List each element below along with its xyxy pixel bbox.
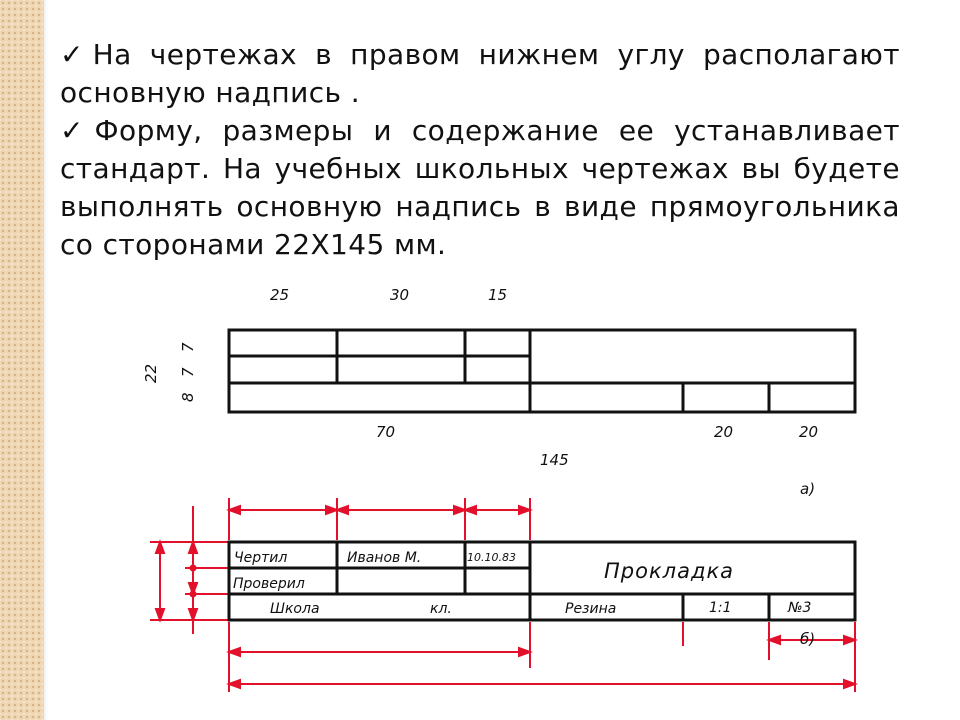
figure-a [229, 330, 855, 412]
figure-b-label: б) [800, 630, 816, 648]
cell-author-name: Иванов М. [347, 550, 422, 566]
figure-b-text [233, 550, 815, 648]
arrow-icon [229, 648, 240, 656]
arrow-icon [844, 636, 855, 644]
cell-sheet-number: №3 [788, 600, 812, 616]
dim-145: 145 [540, 451, 569, 469]
figure-a-label: а) [800, 480, 816, 498]
check-icon: ✓ [60, 114, 95, 147]
cell-material: Резина [565, 601, 617, 617]
dim-20b: 20 [799, 423, 819, 441]
arrow-icon [156, 609, 164, 620]
dim-7a: 7 [179, 367, 197, 377]
arrow-icon [337, 506, 348, 514]
dim-dot [191, 592, 196, 597]
figure-b-frame [229, 542, 855, 620]
figure-a-dimensions [142, 286, 818, 498]
arrow-icon [769, 636, 780, 644]
arrow-icon [519, 506, 530, 514]
paragraph-1-text: На чертежах в правом нижнем углу располагают основную надпись . [60, 38, 900, 109]
dim-15: 15 [488, 286, 508, 304]
dim-22: 22 [142, 363, 160, 383]
arrow-icon [229, 506, 240, 514]
dim-25: 25 [270, 286, 290, 304]
arrow-icon [844, 680, 855, 688]
arrow-icon [189, 609, 197, 620]
arrow-icon [189, 542, 197, 553]
arrow-icon [519, 648, 530, 656]
cell-drawn-by: Чертил [234, 550, 288, 566]
dim-7b: 7 [179, 342, 197, 352]
cell-school: Школа [270, 601, 320, 617]
arrow-icon [465, 506, 476, 514]
dim-8: 8 [179, 392, 197, 402]
arrow-icon [156, 542, 164, 553]
dim-20a: 20 [714, 423, 734, 441]
check-icon: ✓ [60, 38, 93, 71]
figure-a-frame [229, 330, 855, 412]
dim-dot [191, 566, 196, 571]
dim-70: 70 [376, 423, 396, 441]
dim-30: 30 [390, 286, 410, 304]
cell-date: 10.10.83 [467, 551, 516, 564]
cell-part-title: Прокладка [604, 559, 735, 583]
paragraph-2-text: Форму, размеры и содержание ее устанавливает стандарт. На учебных школьных чертежах вы будете выполнять основную надпись в виде прямоугольника со сторонами 22Х145 мм. [60, 114, 900, 261]
arrow-icon [229, 680, 240, 688]
figure-b [229, 542, 855, 620]
cell-checked-by: Проверил [233, 576, 305, 592]
cell-scale: 1:1 [709, 600, 732, 616]
cell-class: кл. [430, 601, 452, 617]
